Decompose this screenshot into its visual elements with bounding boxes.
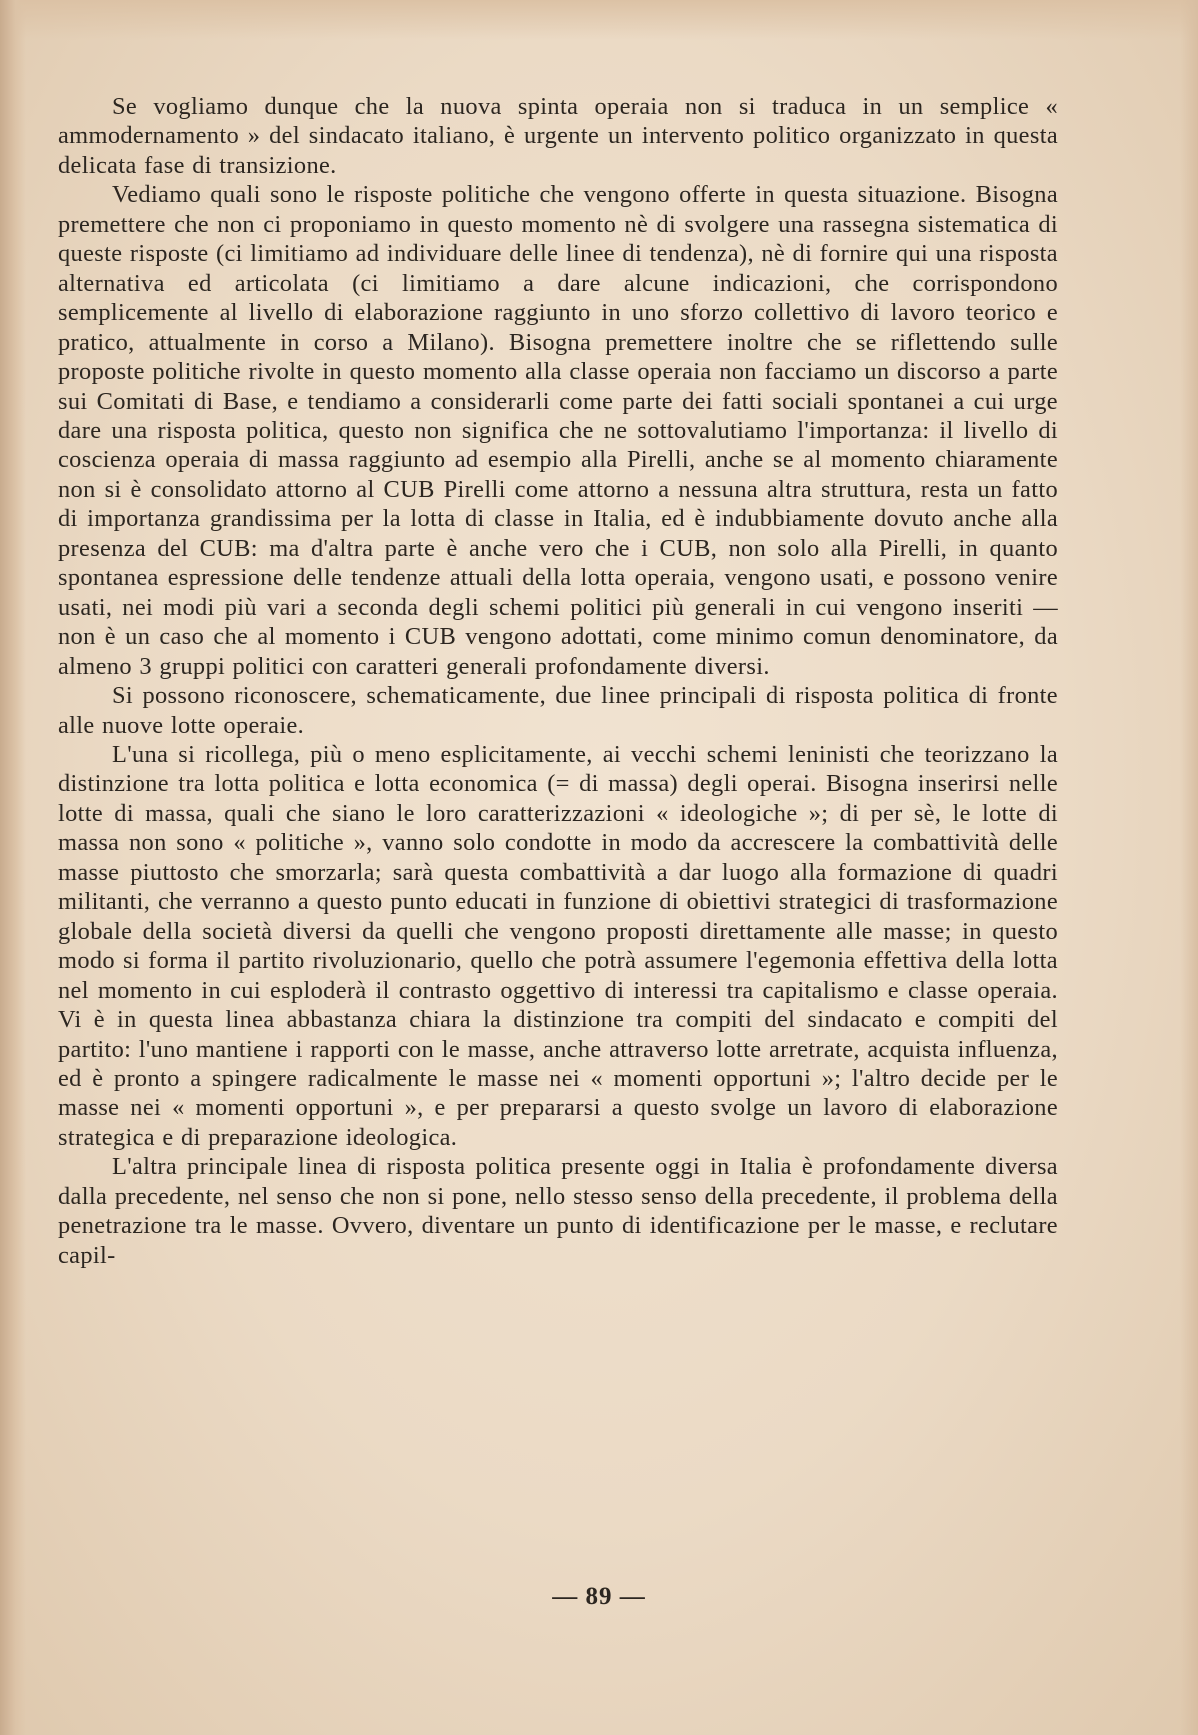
page-edge-shadow-top (0, 0, 1198, 40)
page-edge-shadow-right (1180, 0, 1198, 1735)
body-text (58, 92, 1058, 1270)
page-edge-shadow-left (0, 0, 26, 1735)
paragraph-1: Se vogliamo dunque che la nuova spinta operaia non si traduca in un semplice « ammodernamento » del sindacato italiano, è urgente un intervento politico organizzato in questa delicata fase di transizione. (58, 93, 1058, 179)
paragraph-5: L'altra principale linea di risposta politica presente oggi in Italia è profondamente diversa dalla precedente, nel senso che non si pone, nello stesso senso della precedente, il problema della penetrazione tra le masse. Ovvero, diventare un punto di identificazione per le masse, e reclutare capil- (58, 1153, 1058, 1269)
paragraph-3: Si possono riconoscere, schematicamente, due linee principali di risposta politica di fronte alle nuove lotte operaie. (58, 682, 1058, 739)
page-number: — 89 — (552, 1583, 646, 1610)
paragraph-4: L'una si ricollega, più o meno esplicitamente, ai vecchi schemi leninisti che teorizzano la distinzione tra lotta politica e lotta economica (= di massa) degli operai. Bisogna inserirsi nelle lotte di massa, quali che siano le loro caratterizzazioni « ideologiche »; di per sè, le lotte di massa non sono « politiche », vanno solo condotte in modo da accrescere la combattività delle masse piuttosto che smorzarla; sarà questa combattività a dar luogo alla formazione di quadri militanti, che verranno a questo punto educati in funzione di obiettivi strategici di trasformazione globale della società diversi da quelli che vengono proposti direttamente alle masse; in questo modo si forma il partito rivoluzionario, quello che potrà assumere l'egemonia effettiva della lotta nel momento in cui esploderà il contrasto oggettivo di interessi tra capitalismo e classe operaia. Vi è in questa linea abbastanza chiara la distinzione tra compiti del sindacato e compiti del partito: l'uno mantiene i rapporti con le masse, anche attraverso lotte arretrate, acquista influenza, ed è pronto a spingere radicalmente le masse nei « momenti opportuni »; l'altro decide per le masse nei « momenti opportuni », e per prepararsi a questo svolge un lavoro di elaborazione strategica e di preparazione ideologica. (58, 740, 1058, 1151)
paragraph-2: Vediamo quali sono le risposte politiche che vengono offerte in questa situazione. Bisogna premettere che non ci proponiamo in questo momento nè di svolgere una rassegna sistematica di queste risposte (ci limitiamo ad individuare delle linee di tendenza), nè di fornire qui una risposta alternativa ed articolata (ci limitiamo a dare alcune indicazioni, che corrispondono semplicemente al livello di elaborazione raggiunto in uno sforzo collettivo di lavoro teorico e pratico, attualmente in corso a Milano). Bisogna premettere inoltre che se riflettendo sulle proposte politiche rivolte in questo momento alla classe operaia non facciamo un discorso a parte sui Comitati di Base, e tendiamo a considerarli come parte dei fatti sociali spontanei a cui urge dare una risposta politica, questo non significa che ne sottovalutiamo l'importanza: il livello di coscienza operaia di massa raggiunto ad esempio alla Pirelli, anche se al momento chiaramente non si è consolidato attorno al CUB Pirelli come attorno a nessuna altra struttura, resta un fatto di importanza grandissima per la lotta di classe in Italia, ed è indubbiamente dovuto anche alla presenza del CUB: ma d'altra parte è anche vero che i CUB, non solo alla Pirelli, in quanto spontanea espressione delle tendenze attuali della lotta operaia, vengono usati, e possono venire usati, nei modi più vari a seconda degli schemi politici più generali in cui vengono inseriti — non è un caso che al momento i CUB vengono adottati, come minimo comun denominatore, da almeno 3 gruppi politici con caratteri generali profondamente diversi. (58, 181, 1058, 680)
